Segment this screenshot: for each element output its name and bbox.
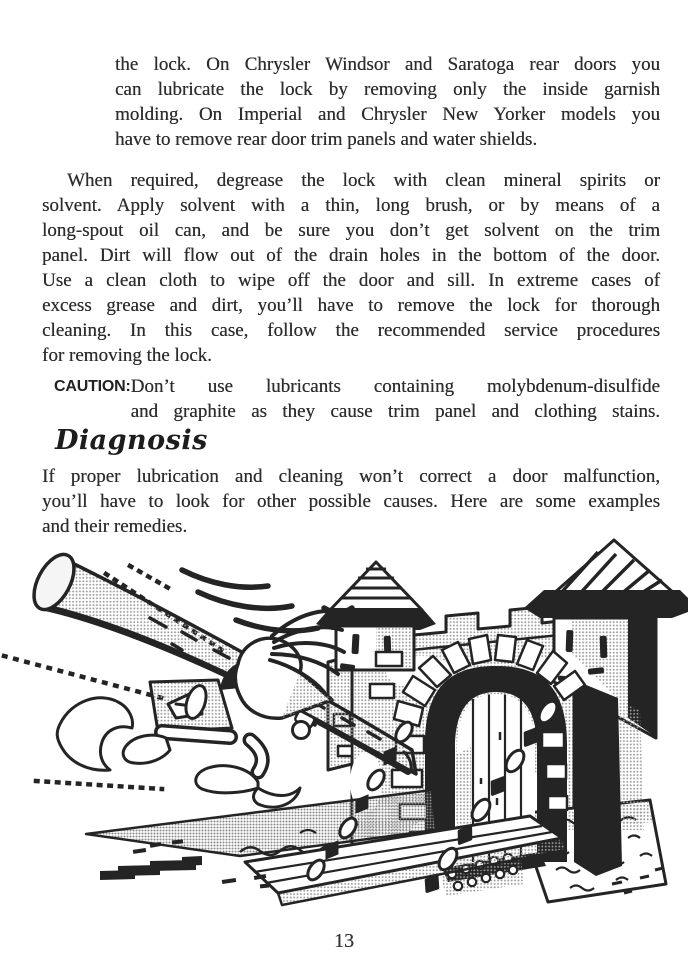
text-line: and graphite as they cause trim panel and clothing stains.	[130, 401, 660, 422]
cape-pennant	[57, 698, 132, 770]
caution-block	[54, 374, 660, 424]
knight-shoe-back	[123, 735, 170, 763]
knight-helmet	[235, 638, 332, 718]
text-line: cleaning. In this case, follow the recommended service procedures	[42, 320, 660, 341]
page-number: 13	[334, 930, 354, 952]
knight-legs	[123, 732, 300, 807]
text-line: If proper lubrication and cleaning won’t correct a door malfunction,	[42, 466, 660, 487]
shoe-ribbon	[254, 788, 301, 807]
caution-label: CAUTION:	[54, 378, 131, 395]
caution-text	[131, 374, 660, 424]
text-line: panel. Dirt will flow out of the drain holes in the bottom of the door.	[42, 245, 660, 266]
paragraph-diagnosis-intro	[42, 464, 660, 539]
text-line: long-spout oil can, and be sure you don’t get solvent on the trim	[42, 220, 660, 241]
text-line: the lock. On Chrysler Windsor and Saratoga rear doors you	[115, 54, 660, 75]
illustration-knight-castle	[0, 532, 688, 932]
heading-diagnosis: Diagnosis	[55, 425, 208, 456]
illustration-canvas	[0, 532, 688, 932]
knight-shoe-front	[196, 766, 258, 793]
paragraph-when-required	[42, 168, 660, 368]
text-line: have to remove rear door trim panels and water shields.	[115, 129, 538, 150]
text-line: you’ll have to look for other possible causes. Here are some examples	[42, 491, 660, 512]
right-tower-eave	[524, 590, 688, 618]
tower-shadow-column	[574, 680, 622, 876]
text-line: solvent. Apply solvent with a thin, long brush, or by means of a	[42, 195, 660, 216]
paragraph-intro	[115, 52, 660, 152]
text-line: excess grease and dirt, you’ll have to remove the lock for thorough	[42, 295, 660, 316]
text-line: Use a clean cloth to wipe off the door and sill. In extreme cases of	[42, 270, 660, 291]
text-line: Don’t use lubricants containing molybdenum-disulfide	[130, 376, 660, 397]
shadow-halftone-strip	[618, 702, 644, 830]
text-line: and their remedies.	[42, 516, 188, 537]
text-line: molding. On Imperial and Chrysler New Yorker models you	[115, 104, 660, 125]
text-line: for removing the lock.	[42, 345, 212, 366]
text-line: When required, degrease the lock with clean mineral spirits or	[67, 170, 660, 191]
text-line: can lubricate the lock by removing only the inside garnish	[115, 79, 660, 100]
knight-fist	[293, 722, 310, 739]
